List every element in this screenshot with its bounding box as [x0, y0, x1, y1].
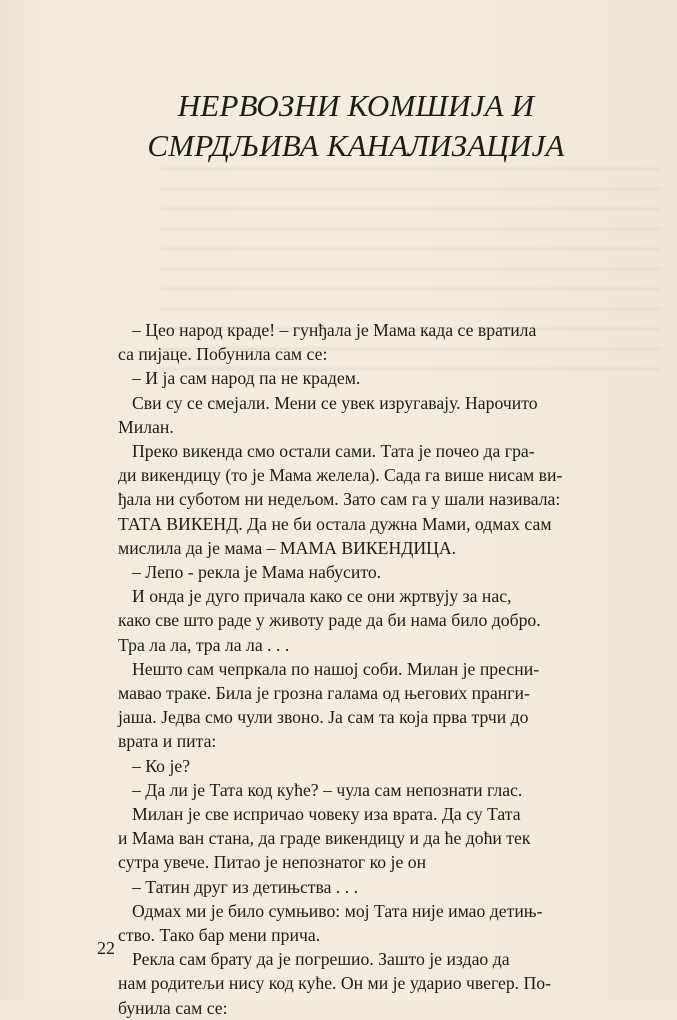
text-line: Преко викенда смо остали сами. Тата је почео да гра-: [132, 441, 535, 462]
text-line: са пијаце. Побунила сам се:: [118, 344, 328, 365]
chapter-title-line-1: НЕРВОЗНИ КОМШИЈА И: [177, 88, 535, 123]
text-line: ди викендицу (то је Мама желела). Сада га више нисам ви-: [118, 465, 563, 486]
chapter-body: [118, 318, 598, 1020]
text-line: Одмах ми је било сумњиво: мој Тата није имао детињ-: [132, 900, 543, 921]
text-line: ђала ни суботом ни недељом. Зато сам га у шали називала:: [118, 489, 561, 510]
text-line: – И ја сам народ па не крадем.: [132, 368, 361, 389]
text-line: Сви су се смејали. Мени се увек изругавају. Нарочито: [132, 392, 538, 413]
text-line: врата и пита:: [118, 731, 217, 752]
text-line: – Да ли је Тата код куће? – чула сам непознати глас.: [132, 779, 523, 800]
text-line: – Лепо - рекла је Мама набусито.: [132, 562, 382, 583]
text-line: како све што раде у животу раде да би нама било добро.: [118, 610, 541, 631]
chapter-title-line-2: СМРДЉИВА КАНАЛИЗАЦИЈА: [147, 128, 565, 163]
chapter-title: [96, 86, 616, 166]
text-line: Тра ла ла, тра ла ла . . .: [118, 634, 290, 655]
text-line: ство. Тако бар мени прича.: [118, 925, 321, 946]
text-line: Милан је све испричао човеку иза врата. Да су Тата: [132, 804, 521, 825]
text-line: – Цео народ краде! – гунђала је Мама када се вратила: [132, 320, 537, 340]
text-line: И онда је дуго причала како се они жртвују за нас,: [132, 586, 512, 607]
text-line: мислила да је мама – МАМА ВИКЕНДИЦА.: [118, 537, 457, 558]
text-line: мавао траке. Била је грозна галама од његових пранги-: [118, 683, 530, 704]
text-line: јаша. Једва смо чули звоно. Ја сам та која прва трчи до: [118, 707, 529, 728]
page-number: 22: [97, 938, 115, 958]
text-line: ТАТА ВИКЕНД. Да не би остала дужна Мами, одмах сам: [118, 513, 552, 534]
text-line: – Татин друг из детињства . . .: [132, 876, 359, 897]
text-line: Нешто сам чепркала по нашој соби. Милан је пресни-: [132, 658, 540, 679]
text-line: – Ко је?: [132, 755, 191, 776]
text-line: бунила сам се:: [118, 997, 228, 1018]
text-line: сутра увече. Питао је непознатог ко је он: [118, 852, 427, 873]
text-line: Милан.: [118, 416, 174, 437]
text-line: нам родитељи нису код куће. Он ми је ударио чвегер. По-: [118, 973, 552, 994]
text-line: Рекла сам брату да је погрешио. Зашто је издао да: [132, 949, 510, 970]
text-line: и Мама ван стана, да граде викендицу и да ће доћи тек: [118, 828, 531, 849]
